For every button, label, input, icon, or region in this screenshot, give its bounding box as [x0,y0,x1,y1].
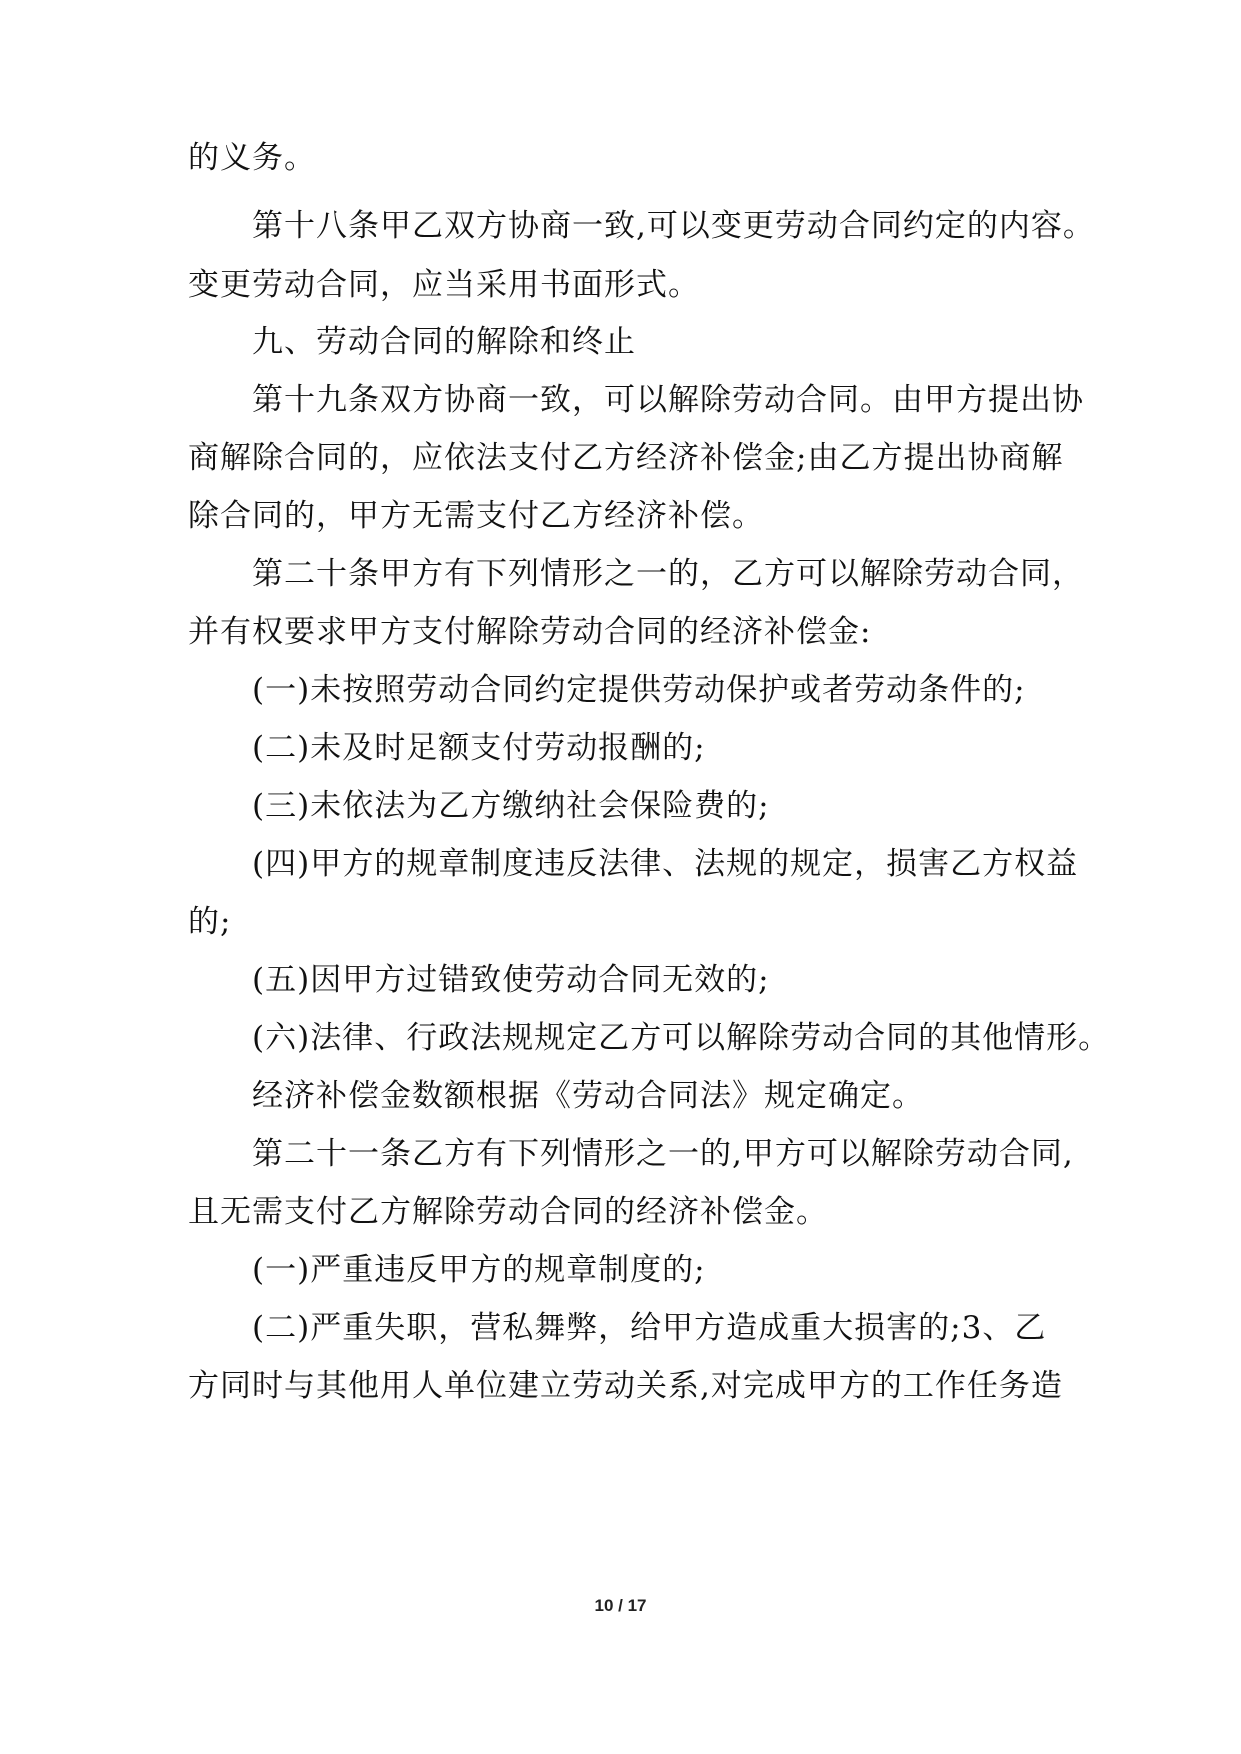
text-line: 并有权要求甲方支付解除劳动合同的经济补偿金: [188,614,872,650]
list-item: (四)甲方的规章制度违反法律、法规的规定，损害乙方权益 [252,846,1079,882]
text-line: 第十九条双方协商一致，可以解除劳动合同。由甲方提出协 [252,382,1084,418]
list-item: (五)因甲方过错致使劳动合同无效的; [252,962,770,998]
text-line: 第二十条甲方有下列情形之一的，乙方可以解除劳动合同， [252,556,1084,592]
text-line: 第十八条甲乙双方协商一致,可以变更劳动合同约定的内容。 [252,208,1095,244]
text-line: 的义务。 [188,140,316,176]
list-item: (二)未及时足额支付劳动报酬的; [252,730,706,766]
section-heading: 九、劳动合同的解除和终止 [252,324,636,360]
text-line: 第二十一条乙方有下列情形之一的,甲方可以解除劳动合同, [252,1136,1074,1172]
list-item: (一)严重违反甲方的规章制度的; [252,1252,706,1288]
list-item: (二)严重失职，营私舞弊，给甲方造成重大损害的;3、乙 [252,1310,1047,1346]
text-line: 除合同的，甲方无需支付乙方经济补偿。 [188,498,764,534]
text-line: 且无需支付乙方解除劳动合同的经济补偿金。 [188,1194,828,1230]
text-line: 的; [188,904,232,940]
list-item: (一)未按照劳动合同约定提供劳动保护或者劳动条件的; [252,672,1026,708]
text-line: 商解除合同的，应依法支付乙方经济补偿金;由乙方提出协商解 [188,440,1064,476]
list-item: (六)法律、行政法规规定乙方可以解除劳动合同的其他情形。 [252,1020,1111,1056]
text-line: 经济补偿金数额根据《劳动合同法》规定确定。 [252,1078,924,1114]
text-line: 方同时与其他用人单位建立劳动关系,对完成甲方的工作任务造 [188,1368,1063,1404]
page-number: 10 / 17 [594,1596,647,1615]
text-line: 变更劳动合同，应当采用书面形式。 [188,267,700,303]
list-item: (三)未依法为乙方缴纳社会保险费的; [252,788,770,824]
